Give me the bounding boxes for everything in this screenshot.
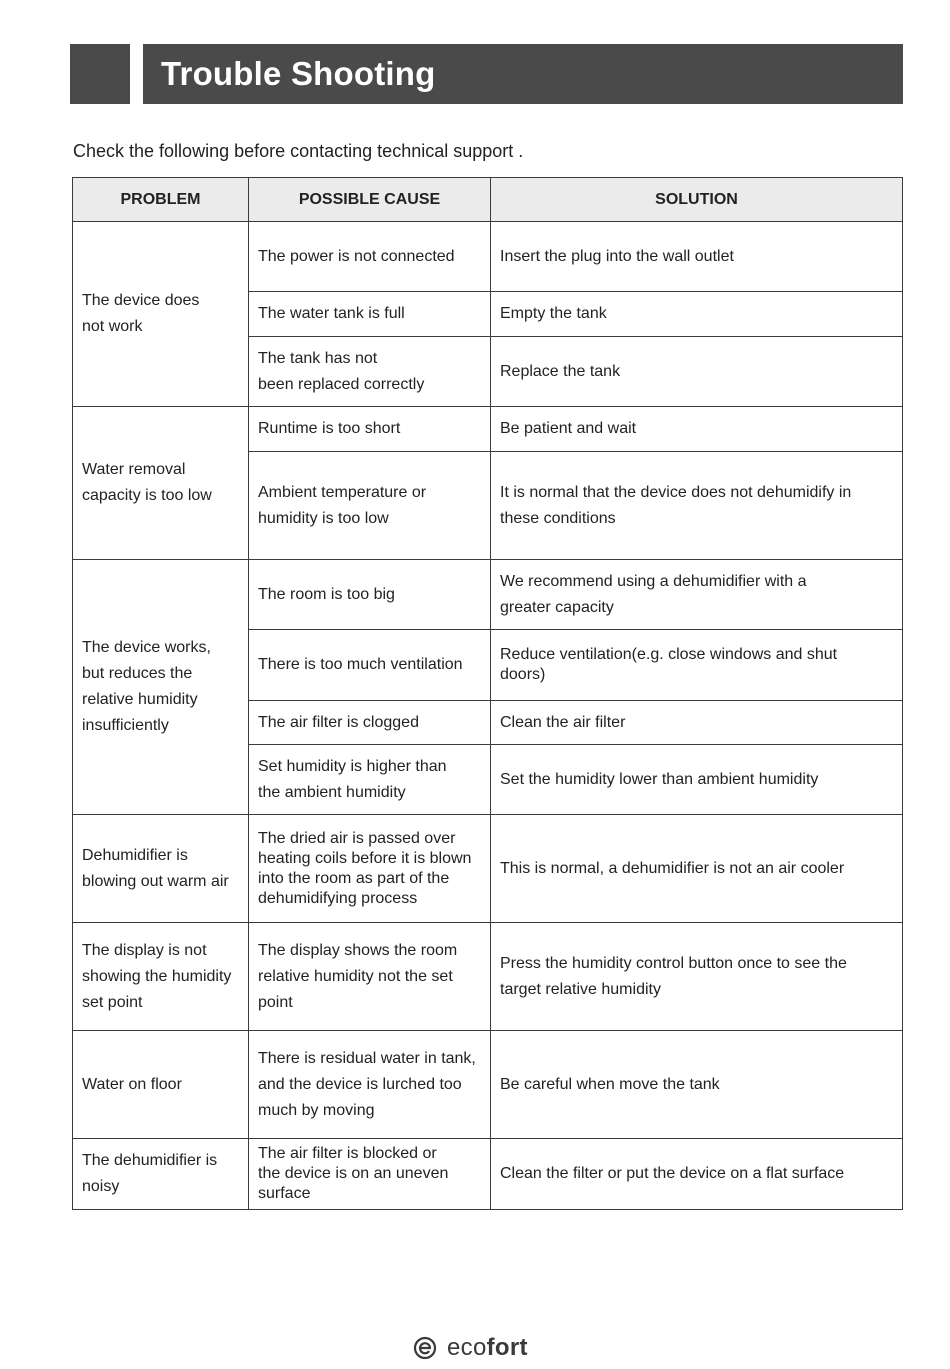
cell-line: and the device is lurched too bbox=[258, 1075, 462, 1093]
page-title: Trouble Shooting bbox=[161, 55, 436, 92]
table-header-row bbox=[73, 178, 903, 222]
table-row bbox=[73, 560, 903, 630]
solution-cell bbox=[491, 923, 903, 1031]
table-row bbox=[73, 923, 903, 1031]
cell-line: the ambient humidity bbox=[258, 783, 406, 801]
header-accent-block bbox=[70, 44, 130, 104]
solution-cell bbox=[491, 745, 903, 815]
troubleshooting-table bbox=[72, 177, 903, 1210]
cell-line: Water on floor bbox=[82, 1075, 182, 1093]
cell-line: Set the humidity lower than ambient humidity bbox=[500, 770, 819, 788]
cell-line: greater capacity bbox=[500, 598, 614, 616]
cell-line: Reduce ventilation(e.g. close windows and shut bbox=[500, 646, 838, 663]
brand-name-fort: fort bbox=[486, 1334, 528, 1361]
header-solution: SOLUTION bbox=[491, 178, 903, 222]
cell-line: showing the humidity bbox=[82, 967, 232, 985]
cell-line: not work bbox=[82, 318, 143, 335]
cause-cell bbox=[249, 630, 491, 701]
cause-cell bbox=[249, 745, 491, 815]
problem-cell bbox=[73, 1031, 249, 1139]
cell-line: Runtime is too short bbox=[258, 420, 401, 437]
problem-cell bbox=[73, 560, 249, 815]
cell-line: noisy bbox=[82, 1178, 120, 1195]
cell-line: Set humidity is higher than bbox=[258, 757, 447, 775]
cell-line: blowing out warm air bbox=[82, 872, 229, 890]
cause-cell bbox=[249, 701, 491, 745]
cell-line: The air filter is blocked or bbox=[258, 1145, 437, 1162]
cell-line: been replaced correctly bbox=[258, 375, 425, 393]
solution-cell bbox=[491, 407, 903, 452]
table-row bbox=[73, 407, 903, 452]
cell-line: Insert the plug into the wall outlet bbox=[500, 247, 734, 265]
table-row bbox=[73, 815, 903, 923]
cell-line: point bbox=[258, 993, 293, 1011]
table-body bbox=[73, 222, 903, 1210]
problem-cell bbox=[73, 407, 249, 560]
cell-line: heating coils before it is blown bbox=[258, 849, 472, 867]
header-possible-cause: POSSIBLE CAUSE bbox=[249, 178, 491, 222]
cell-line: these conditions bbox=[500, 509, 616, 527]
cell-line: Replace the tank bbox=[500, 362, 621, 380]
solution-cell bbox=[491, 1139, 903, 1210]
problem-cell bbox=[73, 1139, 249, 1210]
cell-line: Water removal bbox=[82, 461, 186, 478]
solution-cell bbox=[491, 222, 903, 292]
cell-line: Be careful when move the tank bbox=[500, 1075, 720, 1093]
cell-line: but reduces the bbox=[82, 665, 193, 682]
cell-line: relative humidity bbox=[82, 691, 198, 708]
problem-cell bbox=[73, 923, 249, 1031]
cause-cell bbox=[249, 337, 491, 407]
solution-cell bbox=[491, 452, 903, 560]
ecofort-e-logo-icon bbox=[413, 1336, 437, 1360]
cell-line: The tank has not bbox=[258, 349, 378, 367]
cell-line: Clean the filter or put the device on a flat surface bbox=[500, 1165, 845, 1182]
cell-line: into the room as part of the bbox=[258, 869, 450, 887]
cell-line: There is residual water in tank, bbox=[258, 1049, 476, 1067]
solution-cell bbox=[491, 1031, 903, 1139]
cause-cell bbox=[249, 815, 491, 923]
cell-line: The device works, bbox=[82, 639, 211, 656]
cell-line: Ambient temperature or bbox=[258, 483, 427, 501]
cell-line: The power is not connected bbox=[258, 247, 455, 265]
cell-line: much by moving bbox=[258, 1101, 375, 1119]
cause-cell bbox=[249, 292, 491, 337]
cell-line: insufficiently bbox=[82, 717, 169, 734]
cell-line: The dried air is passed over bbox=[258, 829, 456, 847]
table-row bbox=[73, 222, 903, 292]
cell-line: set point bbox=[82, 993, 143, 1011]
cell-line: relative humidity not the set bbox=[258, 967, 453, 985]
cell-line: This is normal, a dehumidifier is not an air cooler bbox=[500, 859, 845, 877]
brand-name-eco: eco bbox=[447, 1334, 487, 1361]
cause-cell bbox=[249, 1139, 491, 1210]
cell-line: Dehumidifier is bbox=[82, 846, 188, 864]
brand-name bbox=[447, 1334, 528, 1362]
cell-line: Empty the tank bbox=[500, 305, 607, 322]
cell-line: The water tank is full bbox=[258, 305, 405, 322]
cause-cell bbox=[249, 222, 491, 292]
problem-cell bbox=[73, 815, 249, 923]
cell-line: Clean the air filter bbox=[500, 713, 626, 731]
header-bar bbox=[143, 44, 903, 104]
cell-line: doors) bbox=[500, 666, 546, 683]
cause-cell bbox=[249, 923, 491, 1031]
brand-logo bbox=[413, 1334, 528, 1362]
cell-line: The display is not bbox=[82, 941, 207, 959]
solution-cell bbox=[491, 630, 903, 701]
cell-line: capacity is too low bbox=[82, 487, 212, 504]
cell-line: The room is too big bbox=[258, 585, 395, 603]
table-row bbox=[73, 1139, 903, 1210]
cell-line: surface bbox=[258, 1185, 311, 1202]
solution-cell bbox=[491, 560, 903, 630]
cause-cell bbox=[249, 407, 491, 452]
cell-line: The dehumidifier is bbox=[82, 1152, 218, 1169]
cell-line: the device is on an uneven bbox=[258, 1165, 449, 1182]
cause-cell bbox=[249, 1031, 491, 1139]
cell-line: We recommend using a dehumidifier with a bbox=[500, 572, 807, 590]
cell-line: There is too much ventilation bbox=[258, 656, 463, 673]
cell-line: It is normal that the device does not dehumidify in bbox=[500, 483, 852, 501]
cell-line: humidity is too low bbox=[258, 509, 389, 527]
cell-line: target relative humidity bbox=[500, 980, 661, 998]
cell-line: The display shows the room bbox=[258, 941, 458, 959]
problem-cell bbox=[73, 222, 249, 407]
solution-cell bbox=[491, 337, 903, 407]
table-row bbox=[73, 1031, 903, 1139]
cell-line: Press the humidity control button once to see the bbox=[500, 954, 847, 972]
header-problem: PROBLEM bbox=[73, 178, 249, 222]
cell-line: dehumidifying process bbox=[258, 889, 418, 907]
solution-cell bbox=[491, 701, 903, 745]
cause-cell bbox=[249, 560, 491, 630]
solution-cell bbox=[491, 815, 903, 923]
cell-line: The device does bbox=[82, 292, 200, 309]
intro-text: Check the following before contacting technical support . bbox=[73, 141, 524, 161]
cell-line: Be patient and wait bbox=[500, 420, 637, 437]
solution-cell bbox=[491, 292, 903, 337]
cause-cell bbox=[249, 452, 491, 560]
cell-line: The air filter is clogged bbox=[258, 713, 419, 731]
